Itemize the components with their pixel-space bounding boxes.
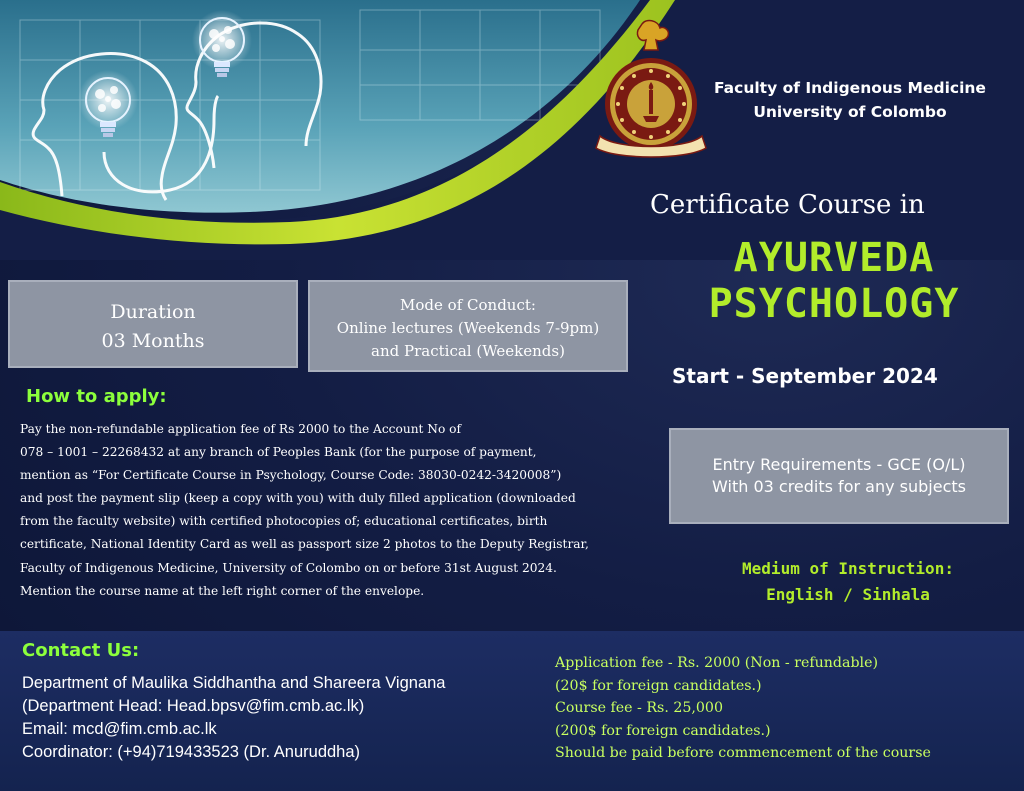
how-to-apply-heading: How to apply: [26,386,167,407]
mode-line-2: and Practical (Weekends) [371,342,565,360]
university-logo [586,18,716,158]
duration-box [8,280,298,368]
fee-line-4: (200$ for foreign candidates.) [555,722,771,739]
faculty-name [714,76,986,124]
faculty-line-1: Faculty of Indigenous Medicine [714,79,986,97]
fee-line-2: (20$ for foreign candidates.) [555,677,762,694]
contact-heading: Contact Us: [22,640,140,661]
fee-line-3: Course fee - Rs. 25,000 [555,700,723,716]
apply-line: from the faculty website) with certified photocopies of; educational certificates, birth [20,514,548,529]
apply-line: mention as “For Certificate Course in Psychology, Course Code: 38030-0242-3420008”) [20,468,562,483]
contact-details [22,672,445,764]
contact-department: Department of Maulika Siddhantha and Shareera Vignana [22,674,446,692]
apply-line: Pay the non-refundable application fee of Rs 2000 to the Account No of [20,422,462,436]
medium-value: English / Sinhala [766,585,930,604]
duration-value: 03 Months [101,330,205,352]
medium-of-instruction [672,556,1024,608]
apply-line: Mention the course name at the left right corner of the envelope. [20,583,425,598]
apply-line: and post the payment slip (keep a copy with you) with duly filled application (downloaded [20,491,576,506]
contact-email: Email: mcd@fim.cmb.ac.lk [22,720,217,738]
start-date: Start - September 2024 [672,364,938,388]
hero-image [0,0,1024,260]
entry-requirements-box [669,428,1009,524]
apply-line: certificate, National Identity Card as well as passport size 2 photos to the Deputy Registrar, [20,537,589,552]
fee-line-5: Should be paid before commencement of the course [555,745,931,761]
contact-head: (Department Head: Head.bpsv@fim.cmb.ac.lk) [22,697,365,715]
medium-label: Medium of Instruction: [742,559,954,578]
fee-line-1: Application fee - Rs. 2000 (Non - refundable) [555,655,879,671]
apply-line: Faculty of Indigenous Medicine, University of Colombo on or before 31st August 2024. [20,560,557,575]
how-to-apply-text [20,418,660,603]
contact-coordinator: Coordinator: (+94)719433523 (Dr. Anuruddha) [22,743,361,761]
mode-label: Mode of Conduct: [400,296,536,314]
course-title-line-2: PSYCHOLOGY [708,281,960,327]
course-title-line-1: AYURVEDA [733,235,935,281]
course-intro: Certificate Course in [650,190,925,220]
entry-line-1: Entry Requirements - GCE (O/L) [712,455,966,474]
mode-line-1: Online lectures (Weekends 7-9pm) [336,319,600,337]
mode-of-conduct-box [308,280,628,372]
apply-line: 078 – 1001 – 22268432 at any branch of Peoples Bank (for the purpose of payment, [20,445,537,460]
duration-label: Duration [110,301,196,323]
faculty-line-2: University of Colombo [753,103,947,121]
fees-info [555,652,931,765]
entry-line-2: With 03 credits for any subjects [712,477,966,496]
